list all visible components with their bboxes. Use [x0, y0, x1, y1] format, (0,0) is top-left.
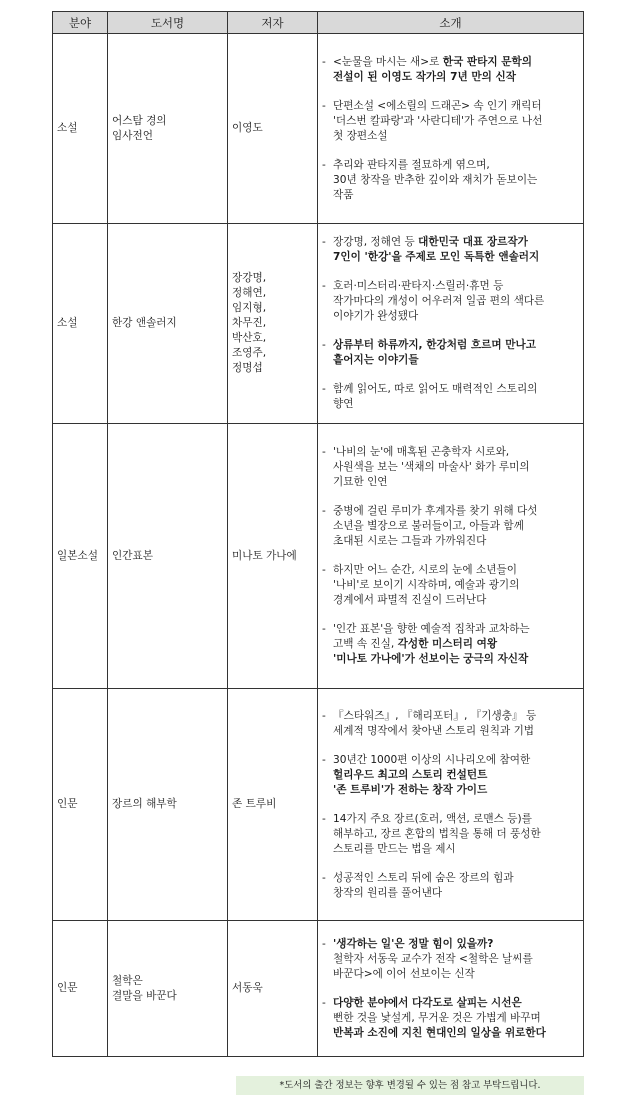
description-point [322, 382, 579, 412]
description-text [333, 445, 579, 490]
bullet-dash: - [322, 996, 326, 1009]
description-point [322, 504, 579, 549]
description-text-segment: 30년간 1000편 이상의 시나리오에 참여한 [333, 753, 531, 766]
description-text-segment: 호러·미스터리·판타지·스릴러·휴먼 등 작가마다의 개성이 어우러져 일곱 편의 색다른 이야기가 완성됐다 [333, 280, 545, 322]
book-title-cell-text: 한강 앤솔러지 [112, 317, 177, 329]
book-title-cell-text: 어스탐 경의 임사전언 [112, 114, 167, 142]
category-cell-text: 소설 [57, 122, 78, 134]
description-text [333, 279, 579, 324]
description-text [333, 563, 579, 608]
bullet-dash: - [322, 564, 326, 576]
category-cell-text: 일본소설 [57, 549, 98, 562]
description-text-bold: 헐리우드 최고의 스토리 컨설턴트 '존 트루비'가 전하는 창작 가이드 [333, 768, 488, 796]
description-text-segment: 14가지 주요 장르(호러, 액션, 로맨스 등)를 해부하고, 장르 혼합의 법칙을 통해 더 풍성한 스토리를 만드는 법을 제시 [333, 812, 541, 855]
description-point [322, 235, 579, 265]
description-text-segment: 추리와 판타지를 절묘하게 엮으며, 30년 창작을 반추한 깊이와 재치가 돋보이는 작품 [333, 158, 538, 201]
category-cell [53, 921, 108, 1057]
bullet-dash: - [322, 871, 326, 884]
book-title-cell [108, 689, 228, 921]
description-point [322, 937, 579, 982]
bullet-dash: - [322, 709, 326, 722]
bullet-dash: - [322, 158, 326, 171]
bullet-dash: - [322, 339, 326, 351]
description-text [333, 382, 579, 412]
category-cell-text: 소설 [57, 317, 78, 329]
description-text-segment: '나비의 눈'에 매혹된 곤충학자 시로와, 사원색을 보는 '색채의 마술사' 화가 루미의 기묘한 인연 [333, 446, 530, 488]
header-category: 분야 [53, 12, 108, 34]
description-text-bold: 각성한 미스터리 여왕 '미나토 가나에'가 선보이는 궁극의 자신작 [333, 638, 529, 665]
description-text [333, 338, 579, 368]
description-text-segment: '인간 표본'을 향한 예술적 집착과 교차하는 고백 속 진실, [333, 623, 530, 650]
description-text [333, 937, 579, 982]
description-text-segment: 『스타워즈』, 『해리포터』, 『기생충』 등 세계적 명작에서 찾아낸 스토리 원칙과 기법 [333, 709, 537, 737]
description-text-bold: 다양한 분야에서 다각도로 살피는 시선은 [333, 996, 522, 1009]
publication-note: *도서의 출간 정보는 향후 변경될 수 있는 점 참고 부탁드립니다. [236, 1076, 584, 1095]
author-cell-text: 이영도 [232, 122, 263, 134]
description-text [333, 753, 579, 798]
description-cell [318, 689, 584, 921]
table-row [53, 224, 584, 424]
description-point [322, 709, 579, 739]
description-text [333, 996, 579, 1041]
description-text-segment: 성공적인 스토리 뒤에 숨은 장르의 힘과 창작의 원리를 풀어낸다 [333, 871, 514, 899]
description-text-bold: 대한민국 대표 장르작가 7인이 '한강'을 주제로 모인 독특한 앤솔러지 [333, 236, 540, 263]
description-point [322, 753, 579, 798]
book-table [52, 11, 584, 1057]
description-cell [318, 424, 584, 689]
bullet-dash: - [322, 505, 326, 517]
author-cell [228, 921, 318, 1057]
description-text-segment: 철학자 서동욱 교수가 전작 <철학은 날씨를 바꾼다>에 이어 선보이는 신작 [333, 952, 533, 980]
bullet-dash: - [322, 937, 326, 950]
table-row [53, 921, 584, 1057]
description-point [322, 55, 579, 85]
description-text-bold: 한국 판타지 문학의 전설이 된 이영도 작가의 7년 만의 신작 [333, 55, 532, 83]
bullet-dash: - [322, 812, 326, 825]
description-cell [318, 921, 584, 1057]
category-cell-text: 인문 [57, 982, 78, 994]
description-text [333, 55, 579, 85]
description-cell [318, 34, 584, 224]
description-text-segment: 단편소설 <에소릴의 드래곤> 속 인기 캐릭터 '더스번 칼파랑'과 '사란디테'가 주연으로 나선 첫 장편소설 [333, 99, 543, 142]
book-title-cell-text: 철학은 결말을 바꾼다 [112, 974, 177, 1002]
description-text-segment: 하지만 어느 순간, 시로의 눈에 소년들이 '나비'로 보이기 시작하며, 예술과 광기의 경계에서 파멸적 진실이 드러난다 [333, 564, 520, 606]
book-title-cell [108, 424, 228, 689]
description-text-bold: 반복과 소진에 지친 현대인의 일상을 위로한다 [333, 1026, 546, 1039]
bullet-dash: - [322, 280, 326, 292]
book-title-cell [108, 34, 228, 224]
author-cell-text: 존 트루비 [232, 798, 277, 810]
description-text-segment: 뻔한 것을 낯설게, 무거운 것은 가볍게 바꾸며 [333, 1011, 541, 1024]
description-text-segment: 함께 읽어도, 따로 읽어도 매력적인 스토리의 향연 [333, 383, 538, 410]
category-cell [53, 34, 108, 224]
description-text [333, 812, 579, 857]
bullet-dash: - [322, 446, 326, 458]
header-title: 도서명 [108, 12, 228, 34]
category-cell [53, 689, 108, 921]
table-row [53, 34, 584, 224]
bullet-dash: - [322, 99, 326, 112]
category-cell [53, 224, 108, 424]
description-text-segment: 장강명, 정해연 등 [333, 236, 419, 248]
author-cell [228, 689, 318, 921]
description-text [333, 235, 579, 265]
author-cell [228, 34, 318, 224]
book-title-cell-text: 인간표본 [112, 549, 153, 562]
description-point [322, 279, 579, 324]
description-text-segment: <눈물을 마시는 새>로 [333, 55, 443, 68]
description-text [333, 622, 579, 667]
bullet-dash: - [322, 753, 326, 766]
description-point [322, 338, 579, 368]
author-cell-text: 장강명, 정해연, 임지형, 차무진, 박산호, 조영주, 정명섭 [232, 272, 267, 374]
bullet-dash: - [322, 383, 326, 395]
header-description: 소개 [318, 12, 584, 34]
table-row [53, 689, 584, 921]
description-point [322, 445, 579, 490]
author-cell [228, 224, 318, 424]
book-title-cell [108, 921, 228, 1057]
description-point [322, 563, 579, 608]
description-point [322, 622, 579, 667]
book-title-cell-text: 장르의 해부학 [112, 798, 177, 810]
category-cell-text: 인문 [57, 798, 78, 810]
author-cell [228, 424, 318, 689]
description-point [322, 158, 579, 203]
description-text [333, 504, 579, 549]
table-row [53, 424, 584, 689]
description-cell [318, 224, 584, 424]
header-row [53, 12, 584, 34]
bullet-dash: - [322, 55, 326, 68]
category-cell [53, 424, 108, 689]
description-text [333, 709, 579, 739]
bullet-dash: - [322, 623, 326, 635]
description-point [322, 996, 579, 1041]
header-author: 저자 [228, 12, 318, 34]
book-title-cell [108, 224, 228, 424]
description-point [322, 812, 579, 857]
description-text-bold: '생각하는 일'은 정말 힘이 있을까? [333, 937, 494, 950]
description-point [322, 871, 579, 901]
description-text-segment: 중병에 걸린 루미가 후계자를 찾기 위해 다섯 소년을 별장으로 불러들이고, 아들과 함께 초대된 시로는 그들과 가까워진다 [333, 505, 538, 547]
description-text [333, 99, 579, 144]
description-text [333, 158, 579, 203]
author-cell-text: 서동욱 [232, 982, 263, 994]
bullet-dash: - [322, 236, 326, 248]
description-text [333, 871, 579, 901]
description-point [322, 99, 579, 144]
description-text-bold: 상류부터 하류까지, 한강처럼 흐르며 만나고 흩어지는 이야기들 [333, 339, 536, 366]
author-cell-text: 미나토 가나에 [232, 549, 297, 562]
